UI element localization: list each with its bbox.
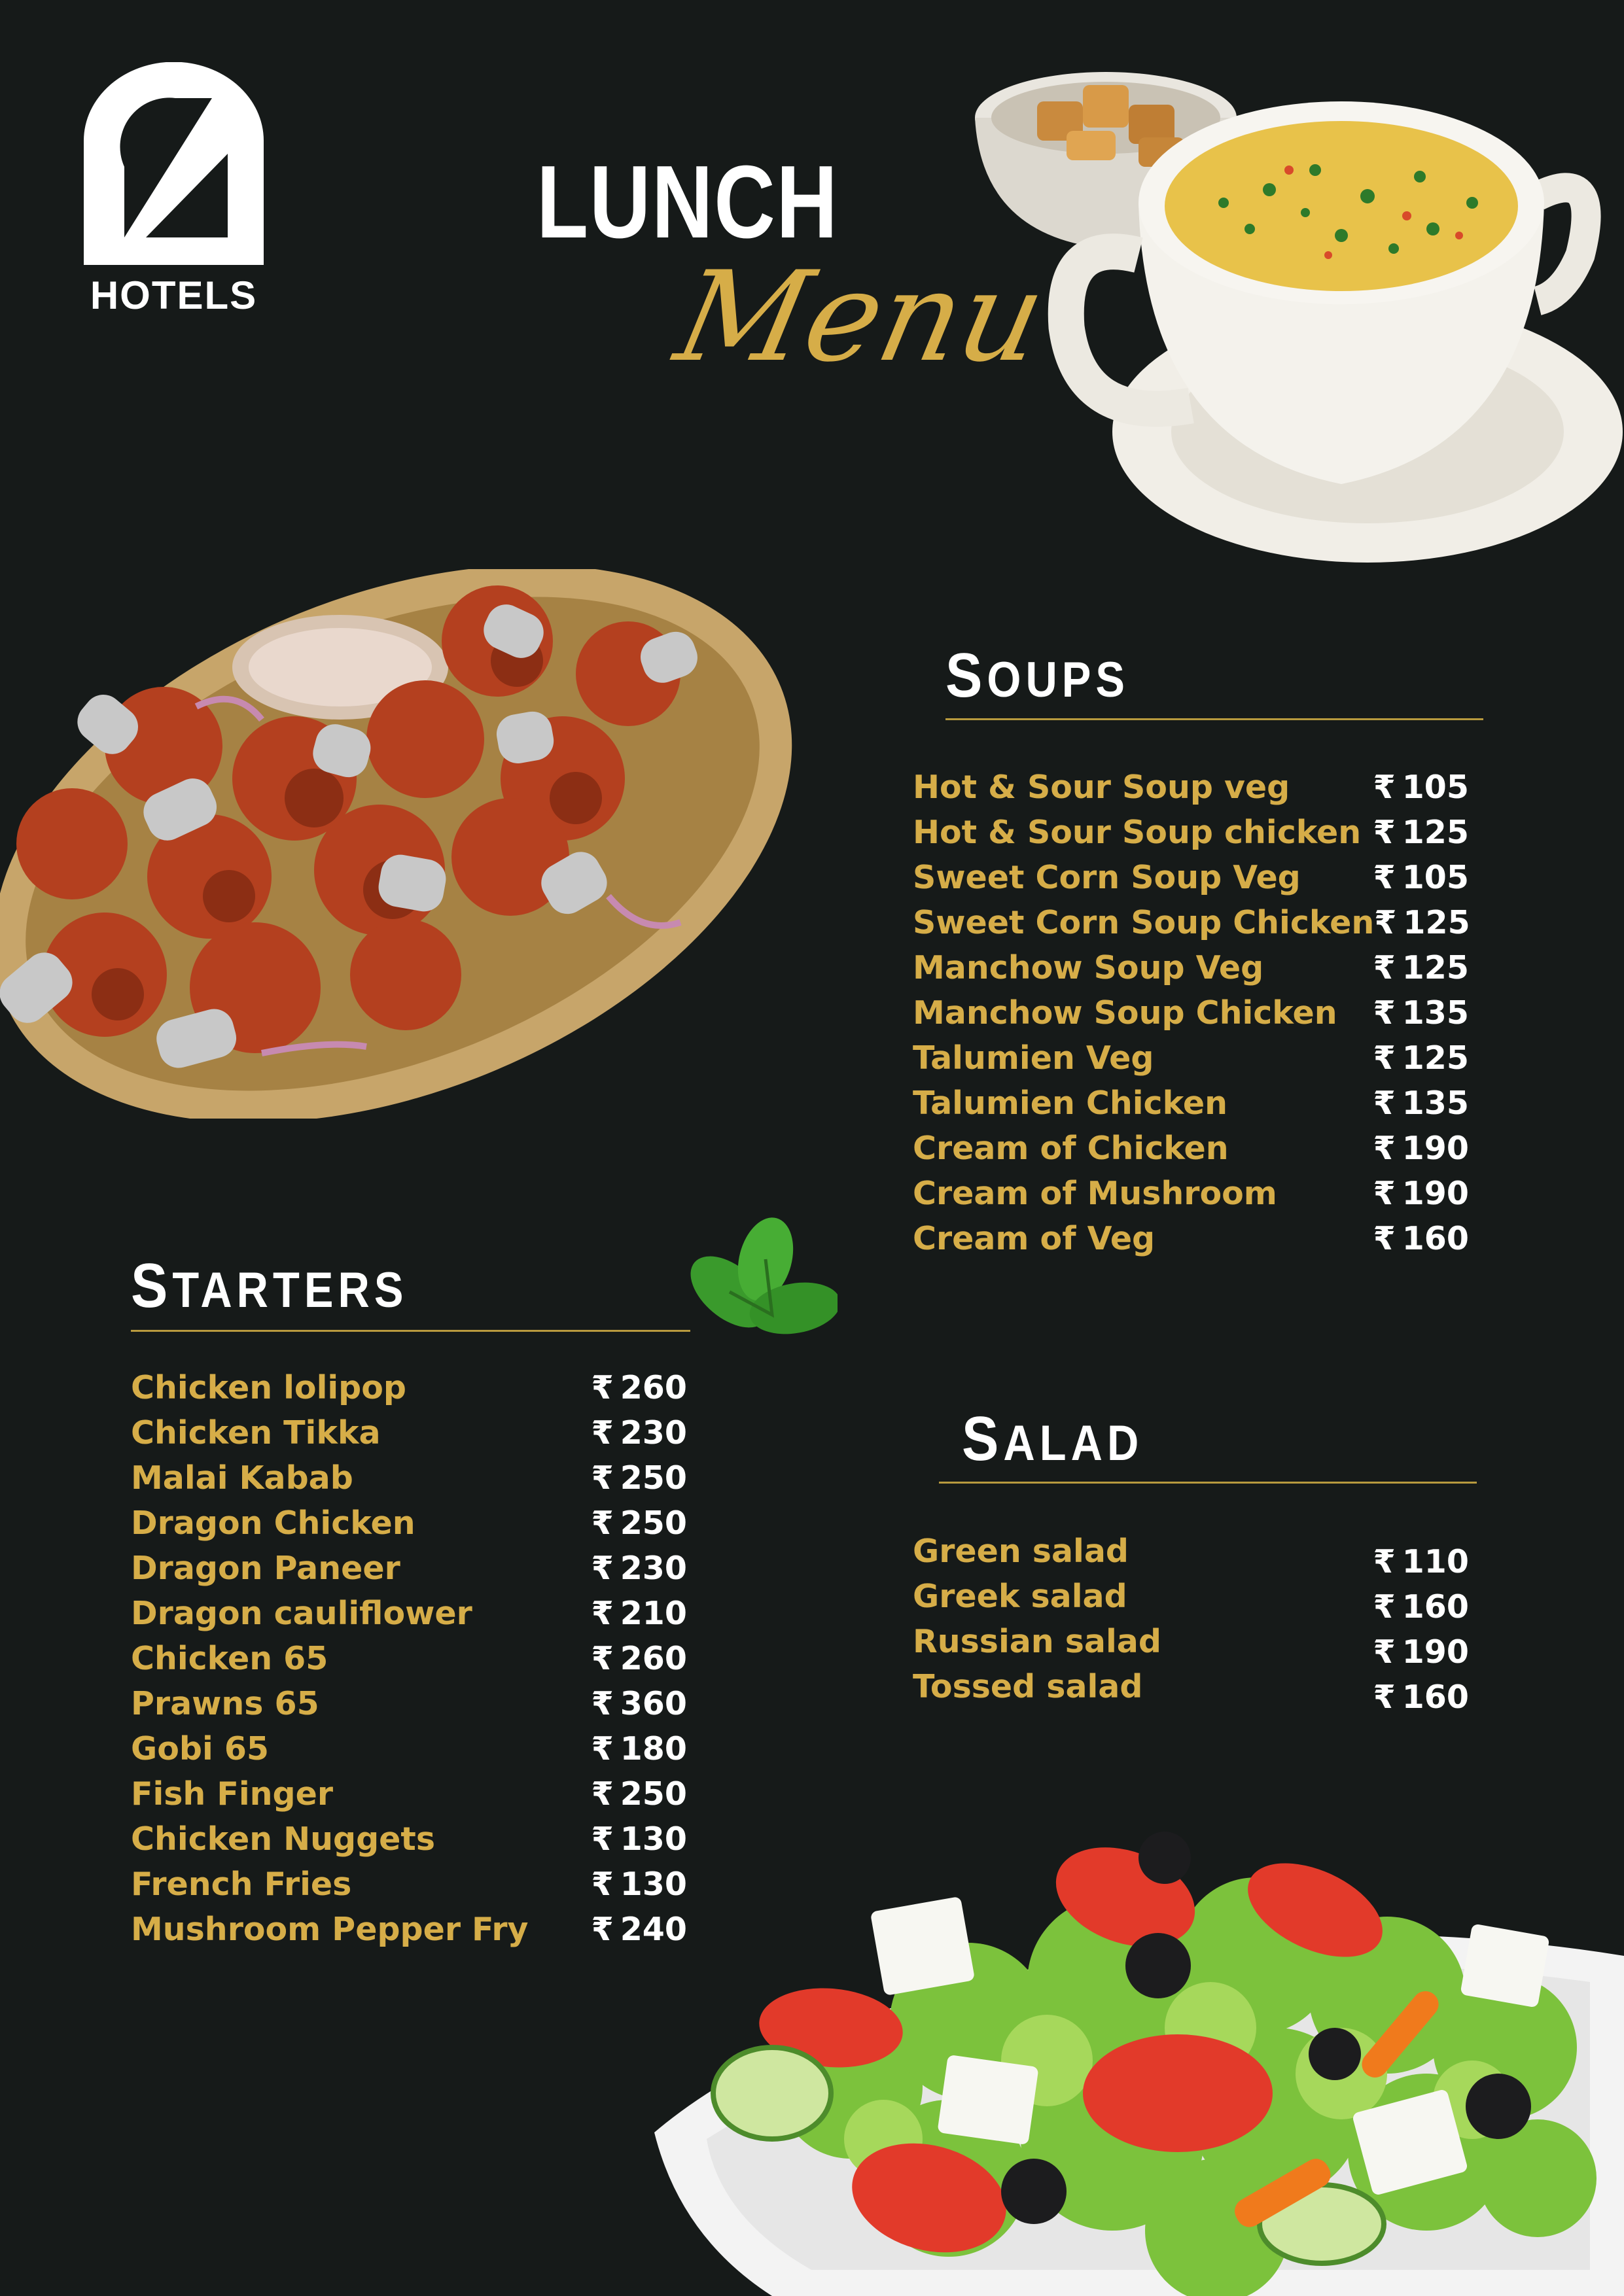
rupee-symbol: ₹ [1374, 904, 1397, 941]
rupee-symbol: ₹ [1373, 1130, 1396, 1167]
item-price [591, 1773, 687, 1815]
starters-menu-item [131, 1367, 687, 1409]
starters-menu-item [131, 1548, 687, 1590]
item-name: Sweet Corn Soup Veg [913, 859, 1301, 896]
salad-image [654, 1812, 1624, 2296]
starters-menu-item [131, 1773, 687, 1815]
rupee-symbol: ₹ [1373, 814, 1396, 851]
price-value: 210 [620, 1595, 687, 1632]
rupee-symbol: ₹ [1373, 859, 1396, 896]
item-name: Chicken 65 [131, 1640, 328, 1677]
salad-heading [962, 1404, 1144, 1474]
price-value: 360 [620, 1685, 687, 1722]
starters-menu-item [131, 1909, 687, 1951]
item-name: Green salad [913, 1533, 1129, 1570]
starters-menu-item [131, 1818, 687, 1860]
item-name: Russian salad [913, 1623, 1161, 1660]
starters-menu-item [131, 1457, 687, 1499]
item-name: Tossed salad [913, 1668, 1143, 1705]
item-name: Talumien Chicken [913, 1085, 1227, 1122]
price-value: 160 [1402, 1220, 1469, 1257]
rupee-symbol: ₹ [591, 1550, 614, 1587]
price-value: 160 [1402, 1588, 1469, 1626]
item-price [591, 1593, 687, 1635]
soups-menu-item [913, 1218, 1469, 1260]
price-value: 135 [1402, 1085, 1469, 1122]
starters-menu-item [131, 1683, 687, 1725]
item-name: Manchow Soup Chicken [913, 994, 1337, 1032]
hotel-logo [84, 62, 264, 324]
starters-heading-first: S [131, 1251, 173, 1321]
salad-menu-item [913, 1576, 1469, 1626]
price-value: 190 [1402, 1633, 1469, 1671]
soups-menu-item [913, 767, 1469, 809]
soups-menu-item [913, 1083, 1469, 1124]
item-price [591, 1457, 687, 1499]
soup-bowl-icon [975, 39, 1624, 576]
price-value: 230 [620, 1414, 687, 1452]
price-value: 190 [1402, 1130, 1469, 1167]
rupee-symbol: ₹ [1373, 1220, 1396, 1257]
starters-menu-item [131, 1503, 687, 1544]
soups-menu-item [913, 857, 1469, 899]
item-name: Sweet Corn Soup Chicken [913, 904, 1375, 941]
soups-menu-item [913, 812, 1469, 854]
item-name: Hot & Sour Soup veg [913, 769, 1290, 806]
item-price [1373, 857, 1469, 899]
hotel-logo-icon [84, 62, 264, 271]
rupee-symbol: ₹ [1373, 1588, 1396, 1626]
rupee-symbol: ₹ [1373, 1039, 1396, 1077]
starters-menu-item [131, 1728, 687, 1770]
item-price [591, 1683, 687, 1725]
soup-image [975, 39, 1624, 576]
salad-plate-icon [654, 1812, 1624, 2296]
price-value: 180 [620, 1730, 687, 1767]
rupee-symbol: ₹ [1373, 769, 1396, 806]
item-price [1373, 947, 1469, 989]
item-price [1373, 1083, 1469, 1124]
item-name: Malai Kabab [131, 1459, 353, 1497]
rupee-symbol: ₹ [1373, 1543, 1396, 1580]
soups-heading [945, 640, 1130, 710]
rupee-symbol: ₹ [591, 1369, 614, 1406]
item-name: Manchow Soup Veg [913, 949, 1264, 986]
item-price [1373, 1173, 1469, 1215]
item-name: Chicken lolipop [131, 1369, 406, 1406]
salad-heading-first: S [962, 1404, 1004, 1474]
item-name: Gobi 65 [131, 1730, 270, 1767]
item-name: Dragon cauliflower [131, 1595, 472, 1632]
item-price [591, 1548, 687, 1590]
item-name: Cream of Chicken [913, 1130, 1229, 1167]
item-name: Talumien Veg [913, 1039, 1154, 1077]
price-value: 105 [1402, 859, 1469, 896]
item-name: French Fries [131, 1866, 352, 1903]
price-value: 125 [1402, 949, 1469, 986]
item-price [591, 1367, 687, 1409]
price-value: 130 [620, 1820, 687, 1858]
item-name: Cream of Veg [913, 1220, 1156, 1257]
item-name: Chicken Nuggets [131, 1820, 435, 1858]
rupee-symbol: ₹ [1373, 949, 1396, 986]
starters-heading-rest: TARTERS [172, 1262, 408, 1318]
price-value: 125 [1402, 814, 1469, 851]
rupee-symbol: ₹ [591, 1505, 614, 1542]
salad-heading-rest: ALAD [1003, 1416, 1144, 1471]
rupee-symbol: ₹ [591, 1775, 614, 1813]
item-name: Fish Finger [131, 1775, 334, 1813]
price-value: 260 [620, 1640, 687, 1677]
rupee-symbol: ₹ [591, 1730, 614, 1767]
price-value: 230 [620, 1550, 687, 1587]
item-name: Dragon Paneer [131, 1550, 400, 1587]
chicken-platter-icon [0, 569, 805, 1119]
item-price [1373, 767, 1469, 809]
mint-leaf-icon [667, 1217, 838, 1354]
item-price [1373, 812, 1469, 854]
starters-divider [131, 1330, 690, 1332]
soups-menu-item [913, 992, 1469, 1034]
rupee-symbol: ₹ [591, 1414, 614, 1452]
soups-menu-item [913, 1173, 1469, 1215]
starter-platter-image [0, 569, 805, 1119]
item-name: Hot & Sour Soup chicken [913, 814, 1362, 851]
starters-heading [131, 1251, 408, 1321]
soups-menu-item [913, 1128, 1469, 1170]
price-value: 240 [620, 1911, 687, 1948]
item-name: Mushroom Pepper Fry [131, 1911, 529, 1948]
starters-menu-item [131, 1593, 687, 1635]
salad-menu-item [913, 1531, 1469, 1580]
price-value: 135 [1402, 994, 1469, 1032]
price-value: 125 [1402, 1039, 1469, 1077]
item-price [591, 1503, 687, 1544]
rupee-symbol: ₹ [591, 1911, 614, 1948]
rupee-symbol: ₹ [1373, 1085, 1396, 1122]
starters-menu-item [131, 1638, 687, 1680]
rupee-symbol: ₹ [1373, 1175, 1396, 1212]
rupee-symbol: ₹ [591, 1459, 614, 1497]
logo-text: HOTELS [90, 273, 258, 317]
rupee-symbol: ₹ [591, 1820, 614, 1858]
item-price [1373, 1128, 1469, 1170]
item-price [1373, 1037, 1469, 1079]
rupee-symbol: ₹ [591, 1685, 614, 1722]
salad-menu-item [913, 1666, 1469, 1716]
title-menu: Menu [665, 245, 1057, 389]
price-value: 260 [620, 1369, 687, 1406]
rupee-symbol: ₹ [1373, 1679, 1396, 1716]
price-value: 190 [1402, 1175, 1469, 1212]
price-value: 110 [1402, 1543, 1469, 1580]
soups-menu-item [913, 902, 1469, 944]
item-price [591, 1728, 687, 1770]
starters-menu-item [131, 1864, 687, 1905]
starters-menu-item [131, 1412, 687, 1454]
soups-menu-item [913, 1037, 1469, 1079]
item-name: Prawns 65 [131, 1685, 319, 1722]
title-lunch: LUNCH [537, 145, 839, 260]
item-price [591, 1412, 687, 1454]
price-value: 250 [620, 1459, 687, 1497]
item-price [1373, 1677, 1469, 1718]
price-value: 160 [1402, 1679, 1469, 1716]
price-value: 105 [1402, 769, 1469, 806]
item-price [1374, 902, 1470, 944]
soups-menu-item [913, 947, 1469, 989]
price-value: 250 [620, 1505, 687, 1542]
salad-menu-item [913, 1621, 1469, 1671]
soups-heading-rest: OUPS [987, 652, 1130, 708]
rupee-symbol: ₹ [1373, 994, 1396, 1032]
rupee-symbol: ₹ [591, 1640, 614, 1677]
rupee-symbol: ₹ [1373, 1633, 1396, 1671]
soups-heading-first: S [945, 640, 987, 710]
mint-decoration [667, 1217, 838, 1354]
soups-divider [945, 718, 1483, 720]
item-name: Dragon Chicken [131, 1505, 415, 1542]
price-value: 130 [620, 1866, 687, 1903]
item-name: Chicken Tikka [131, 1414, 381, 1452]
item-price [1373, 992, 1469, 1034]
rupee-symbol: ₹ [591, 1595, 614, 1632]
salad-divider [939, 1482, 1477, 1484]
price-value: 250 [620, 1775, 687, 1813]
price-value: 125 [1403, 904, 1470, 941]
rupee-symbol: ₹ [591, 1866, 614, 1903]
item-name: Cream of Mushroom [913, 1175, 1277, 1212]
item-price [1373, 1218, 1469, 1260]
item-name: Greek salad [913, 1578, 1127, 1615]
item-price [591, 1638, 687, 1680]
